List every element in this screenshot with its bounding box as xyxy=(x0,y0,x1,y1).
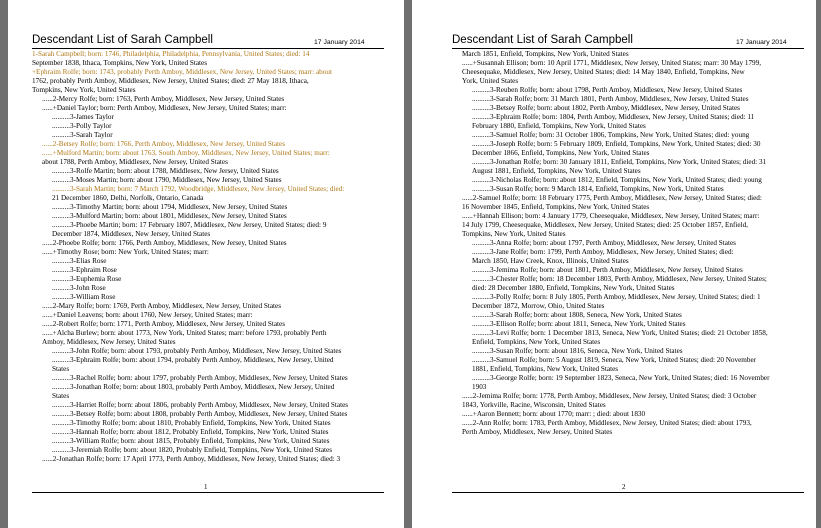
list-line: 1881, Enfield, Tompkins, New York, United States xyxy=(472,365,619,373)
list-line: ......2-Robert Rolfe; born: 1771, Perth Amboy, Middlesex, New Jersey, United States xyxy=(42,320,286,328)
report-date: 17 January 2014 xyxy=(736,39,787,46)
list-line: ..........3-Anna Rolfe; born: about 1797, Perth Amboy, Middlesex, New Jersey, United States xyxy=(472,239,736,247)
page-number: 2 xyxy=(622,483,626,491)
list-line: ..........3-Levi Rolfe; born: 1 December 1813, Seneca, New York, United States; died: 21 October 1858, xyxy=(472,329,768,337)
list-line: March 1851, Enfield, Tompkins, New York, United States xyxy=(462,50,629,58)
list-line: 1-Sarah Campbell; born: 1746, Philadelphia, Philadelphia, Pennsylvania, United States; died: 14 xyxy=(32,50,310,58)
list-line: ..........3-James Taylor xyxy=(52,113,114,121)
list-line: ..........3-Jonathan Rolfe; born: about 1803, probably Perth Amboy, Middlesex, New Jersey, United xyxy=(52,383,335,391)
list-line: Cheesequake, Middlesex, New Jersey, United States; died: 14 May 1840, Enfield, Tompkins, New xyxy=(462,68,745,76)
list-line: Tompkins, New York, United States xyxy=(462,230,566,238)
list-line: ......2-Mary Rolfe; born: 1769, Perth Amboy, Middlesex, New Jersey, United States xyxy=(42,302,282,310)
list-line: about 1788, Perth Amboy, Middlesex, New Jersey, United States xyxy=(42,158,228,166)
list-line: Enfield, Tompkins, New York, United States xyxy=(472,338,601,346)
list-line: ..........3-Reuben Rolfe; born: about 1798, Perth Amboy, Middlesex, New Jersey, United States xyxy=(472,86,743,94)
list-line: ..........3-Nicholas Rolfe; born: about 1812, Enfield, Tompkins, New York, United States; died: young xyxy=(472,176,762,184)
list-line: ..........3-John Rolfe; born: about 1793, probably Perth Amboy, Middlesex, New Jersey, United States xyxy=(52,347,342,355)
list-line: September 1838, Ithaca, Tompkins, New York, United States xyxy=(32,59,208,67)
descendant-list xyxy=(452,50,804,437)
list-line: ..........3-Hannah Rolfe; born: about 1812, Probably Enfield, Tompkins, New York, United States xyxy=(52,428,329,436)
list-line: ......2-Jemima Rolfe; born: 1778, Perth Amboy, Middlesex, New Jersey, United States; died: 3 October xyxy=(462,392,757,400)
list-line: December 1874, Middlesex, New Jersey, United States xyxy=(52,230,211,238)
page-number: 1 xyxy=(204,483,208,491)
list-line: ..........3-Jemima Rolfe; born: about 1801, Perth Amboy, Middlesex, New Jersey, United States xyxy=(472,266,743,274)
list-line: ......+Daniel Leavens; born: about 1760, New Jersey, United States; marr: xyxy=(42,311,253,319)
list-line: +Ephraim Rolfe; born: 1743, probably Perth Amboy, Middlesex, New Jersey, United States; marr: about xyxy=(32,68,332,76)
list-line: ..........3-Ellison Rolfe; born: about 1811, Seneca, New York, United States xyxy=(472,320,686,328)
list-line: ..........3-Harriet Rolfe; born: about 1806, probably Perth Amboy, Middlesex, New Jersey, United States xyxy=(52,401,349,409)
list-line: ..........3-Samuel Rolfe; born: 31 October 1806, Tompkins, New York, United States; died: young xyxy=(472,131,750,139)
list-line: ..........3-Euphemia Rose xyxy=(52,275,122,283)
list-line: ..........3-Mulford Martin; born: about 1801, Middlesex, New Jersey, United States xyxy=(52,212,287,220)
list-line: ..........3-Ephraim Rose xyxy=(52,266,117,274)
list-line: August 1881, Enfield, Tompkins, New York, United States xyxy=(472,167,641,175)
list-line: 21 December 1860, Delhi, Norfolk, Ontario, Canada xyxy=(52,194,204,202)
page-title: Descendant List of Sarah Campbell xyxy=(32,34,213,46)
list-line: ..........3-William Rolfe; born: about 1815, Probably Enfield, Tompkins, New York, United States xyxy=(52,437,330,445)
list-line: States xyxy=(52,365,70,373)
list-line: ..........3-William Rose xyxy=(52,293,116,301)
page-gap xyxy=(404,0,412,528)
list-line: ..........3-Susan Rolfe; born: 9 March 1814, Enfield, Tompkins, New York, United States xyxy=(472,185,724,193)
list-line: ..........3-Sarah Taylor xyxy=(52,131,113,139)
list-line: 1843, Yorkville, Racine, Wisconsin, United States xyxy=(462,401,606,409)
page-title: Descendant List of Sarah Campbell xyxy=(452,34,633,46)
list-line: ..........3-Rolfe Martin; born: about 1788, Middlesex, New Jersey, United States xyxy=(52,167,279,175)
list-line: ......+Hannah Ellison; born: 4 January 1779, Cheesequake, Middlesex, New Jersey, United States; marr: xyxy=(462,212,760,220)
list-line: ..........3-Ephraim Rolfe; born: about 1794, probably Perth Amboy, Middlesex, New Jersey, United xyxy=(52,356,334,364)
list-line: 16 November 1845, Enfield, Tompkins, New York, United States xyxy=(462,203,650,211)
list-line: ......2-Samuel Rolfe; born: 18 February 1775, Perth Amboy, Middlesex, New Jersey, United States; died: xyxy=(462,194,762,202)
list-line: ......+Daniel Taylor; born: Perth Amboy, Middlesex, New Jersey, United States; marr: xyxy=(42,104,287,112)
footer-rule xyxy=(452,492,804,493)
list-line: ......2-Betsey Rolfe; born: 1766, Perth Amboy, Middlesex, New Jersey, United States xyxy=(42,140,286,148)
list-line: ......2-Phoebe Rolfe; born: 1766, Perth Amboy, Middlesex, New Jersey, United States xyxy=(42,239,287,247)
list-line: ..........3-Jane Rolfe; born: 1799, Perth Amboy, Middlesex, New Jersey, United States; died: xyxy=(472,248,734,256)
list-line: ..........3-Elias Rose xyxy=(52,257,107,265)
list-line: ..........3-Rachel Rolfe; born: about 1797, probably Perth Amboy, Middlesex, New Jersey, United States xyxy=(52,374,348,382)
list-line: December 1872, Morrow, Ohio, United States xyxy=(472,302,605,310)
header-rule xyxy=(452,48,804,49)
list-line: ..........3-Betsey Rolfe; born: about 1802, Perth Amboy, Middlesex, New Jersey, United States xyxy=(472,104,740,112)
list-line: Tompkins, New York, United States xyxy=(32,86,136,94)
list-line: ..........3-Phoebe Martin; born: 17 February 1807, Middlesex, New Jersey, United States; died: 9 xyxy=(52,221,327,229)
list-line: ......+Aaron Bennett; born: about 1770; marr: ; died: about 1830 xyxy=(462,410,646,418)
list-line: ..........3-Jeremiah Rolfe; born: about 1820, Probably Enfield, Tompkins, New York, United States xyxy=(52,446,333,454)
list-line: States xyxy=(52,392,70,400)
list-line: ......+Mulford Martin; born: about 1763, South Amboy, Middlesex, New Jersey, United States; marr: xyxy=(42,149,330,157)
list-line: ..........3-George Rolfe; born: 19 September 1823, Seneca, New York, United States; died: 16 November xyxy=(472,374,770,382)
list-line: ......2-Ann Rolfe; born: 1783, Perth Amboy, Middlesex, New Jersey, United States; died: about 1793, xyxy=(462,419,752,427)
list-line: ..........3-Moses Martin; born: about 1790, Middlesex, New Jersey, United States xyxy=(52,176,282,184)
list-line: ......+Susannah Ellison; born: 10 April 1771, Middlesex, New Jersey, United States; marr: 30 May 1799, xyxy=(462,59,762,67)
list-line: December 1866, Enfield, Tompkins, New York, United States xyxy=(472,149,650,157)
window-gutter-left xyxy=(0,0,8,528)
window-gutter-right xyxy=(816,0,821,528)
document-page-1 xyxy=(8,0,404,528)
list-line: ..........3-Polly Taylor xyxy=(52,122,112,130)
document-page-2 xyxy=(412,0,816,528)
list-line: ..........3-Timothy Martin; born: about 1794, Middlesex, New Jersey, United States xyxy=(52,203,288,211)
list-line: ......2-Jonathan Rolfe; born: 17 April 1773, Perth Amboy, Middlesex, New Jersey, United States; died: 3 xyxy=(42,455,341,463)
report-date: 17 January 2014 xyxy=(314,39,365,46)
list-line: ..........3-Polly Rolfe; born: 8 July 1805, Perth Amboy, Middlesex, New Jersey, United States; died: 1 xyxy=(472,293,761,301)
list-line: York, United States xyxy=(462,77,519,85)
list-line: ..........3-Sarah Martin; born: 7 March 1792, Woodbridge, Middlesex, New Jersey, United States; died: xyxy=(52,185,345,193)
list-line: March 1850, Haw Creek, Knox, Illinois, United States xyxy=(472,257,629,265)
descendant-list xyxy=(32,50,384,464)
list-line: February 1880, Enfield, Tompkins, New York, United States xyxy=(472,122,646,130)
list-line: ......2-Mercy Rolfe; born: 1763, Perth Amboy, Middlesex, New Jersey, United States xyxy=(42,95,285,103)
list-line: ..........3-Sarah Rolfe; born: about 1808, Seneca, New York, United States xyxy=(472,311,682,319)
footer-rule xyxy=(32,492,384,493)
list-line: Amboy, Middlesex, New Jersey, United States xyxy=(42,338,176,346)
list-line: ..........3-Betsey Rolfe; born: about 1808, probably Perth Amboy, Middlesex, New Jersey, United States xyxy=(52,410,348,418)
list-line: ..........3-Susan Rolfe; born: about 1816, Seneca, New York, United States xyxy=(472,347,683,355)
list-line: ..........3-Chester Rolfe; born: 18 December 1803, Perth Amboy, Middlesex, New Jersey, United States; xyxy=(472,275,767,283)
list-line: ......+Timothy Rose; born: New York, United States; marr: xyxy=(42,248,209,256)
list-line: ..........3-Sarah Rolfe; born: 31 March 1801, Perth Amboy, Middlesex, New Jersey, United States xyxy=(472,95,749,103)
list-line: Perth Amboy, Middlesex, New Jersey, United States xyxy=(462,428,613,436)
list-line: ..........3-Joseph Rolfe; born: 5 February 1809, Enfield, Tompkins, New York, United States; died: 30 xyxy=(472,140,761,148)
list-line: 1762, probably Perth Amboy, Middlesex, New Jersey, United States; died: 27 May 1818, Ithaca, xyxy=(32,77,309,85)
list-line: ..........3-Timothy Rolfe; born: about 1810, Probably Enfield, Tompkins, New York, United States xyxy=(52,419,331,427)
list-line: 1903 xyxy=(472,383,487,391)
header-rule xyxy=(32,48,384,49)
list-line: ..........3-Ephraim Rolfe; born: 1804, Perth Amboy, Middlesex, New Jersey, United States; died: 11 xyxy=(472,113,755,121)
list-line: ..........3-Jonathan Rolfe; born: 30 January 1811, Enfield, Tompkins, New York, United States; died: 31 xyxy=(472,158,767,166)
list-line: died: 28 December 1880, Enfield, Tompkins, New York, United States xyxy=(472,284,675,292)
list-line: ..........3-Samuel Rolfe; born: 5 August 1819, Seneca, New York, United States; died: 20 November xyxy=(472,356,757,364)
list-line: ..........3-John Rose xyxy=(52,284,106,292)
list-line: ......+Alcha Burlew; born: about 1773, New York, United States; marr: before 1793, probably Perth xyxy=(42,329,327,337)
list-line: 14 July 1799, Cheesequake, Middlesex, New Jersey, United States; died: 25 October 1857, Enfield, xyxy=(462,221,748,229)
